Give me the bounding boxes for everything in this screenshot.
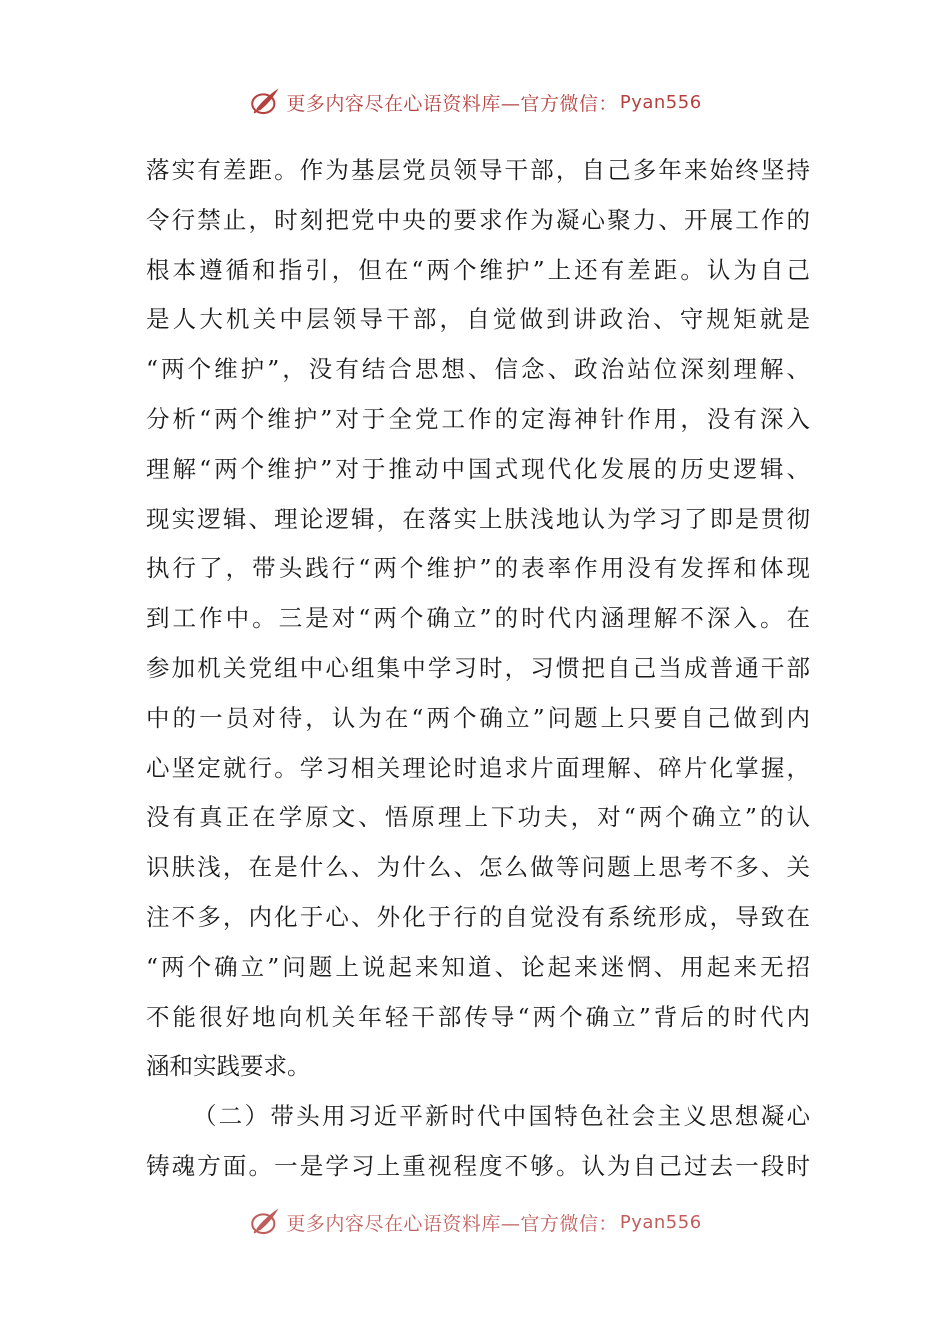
text-line: 心坚定就行。学习相关理论时追求片面理解、碎片化掌握， — [146, 753, 810, 782]
text-line: 执行了，带头践行“两个维护”的表率作用没有发挥和体现 — [146, 554, 810, 583]
text-line: 到工作中。三是对“两个确立”的时代内涵理解不深入。在 — [146, 604, 810, 633]
watermark-wechat-id: Pyan556 — [619, 1211, 702, 1233]
quill-pen-icon — [248, 1205, 282, 1239]
header-watermark — [0, 82, 950, 122]
text-line: 中的一员对待，认为在“两个确立”问题上只要自己做到内 — [146, 703, 810, 732]
text-line: 理解“两个维护”对于推动中国式现代化发展的历史逻辑、 — [146, 454, 810, 483]
text-line: 分析“两个维护”对于全党工作的定海神针作用，没有深入 — [146, 404, 810, 433]
text-line: 令行禁止，时刻把党中央的要求作为凝心聚力、开展工作的 — [146, 205, 810, 234]
paragraph-1 — [146, 146, 810, 1092]
quill-pen-icon — [248, 85, 282, 119]
text-line: “两个维护”，没有结合思想、信念、政治站位深刻理解、 — [146, 355, 810, 384]
text-line: 注不多，内化于心、外化于行的自觉没有系统形成，导致在 — [146, 902, 810, 931]
text-line: “两个确立”问题上说起来知道、论起来迷惘、用起来无招 — [146, 952, 810, 981]
paragraph-2 — [146, 1092, 810, 1192]
watermark-text: 更多内容尽在心语资料库—官方微信： — [286, 92, 618, 115]
text-line: 不能很好地向机关年轻干部传导“两个确立”背后的时代内 — [146, 1002, 810, 1031]
text-line: 现实逻辑、理论逻辑，在落实上肤浅地认为学习了即是贯彻 — [146, 504, 810, 533]
document-body — [146, 146, 810, 1192]
text-line: 是人大机关中层领导干部，自觉做到讲政治、守规矩就是 — [146, 305, 810, 334]
text-line: （二）带头用习近平新时代中国特色社会主义思想凝心 — [193, 1102, 810, 1131]
text-line: 涵和实践要求。 — [146, 1052, 311, 1081]
text-line: 铸魂方面。一是学习上重视程度不够。认为自己过去一段时 — [146, 1151, 810, 1180]
text-line: 落实有差距。作为基层党员领导干部，自己多年来始终坚持 — [146, 156, 810, 184]
text-line: 没有真正在学原文、悟原理上下功夫，对“两个确立”的认 — [146, 803, 810, 832]
watermark-wechat-id: Pyan556 — [619, 91, 702, 113]
footer-watermark — [0, 1202, 950, 1242]
text-line: 参加机关党组中心组集中学习时，习惯把自己当成普通干部 — [146, 653, 810, 682]
text-line: 识肤浅，在是什么、为什么、怎么做等问题上思考不多、关 — [146, 853, 810, 882]
watermark-text: 更多内容尽在心语资料库—官方微信： — [286, 1212, 618, 1235]
text-line: 根本遵循和指引，但在“两个维护”上还有差距。认为自己 — [146, 255, 810, 284]
